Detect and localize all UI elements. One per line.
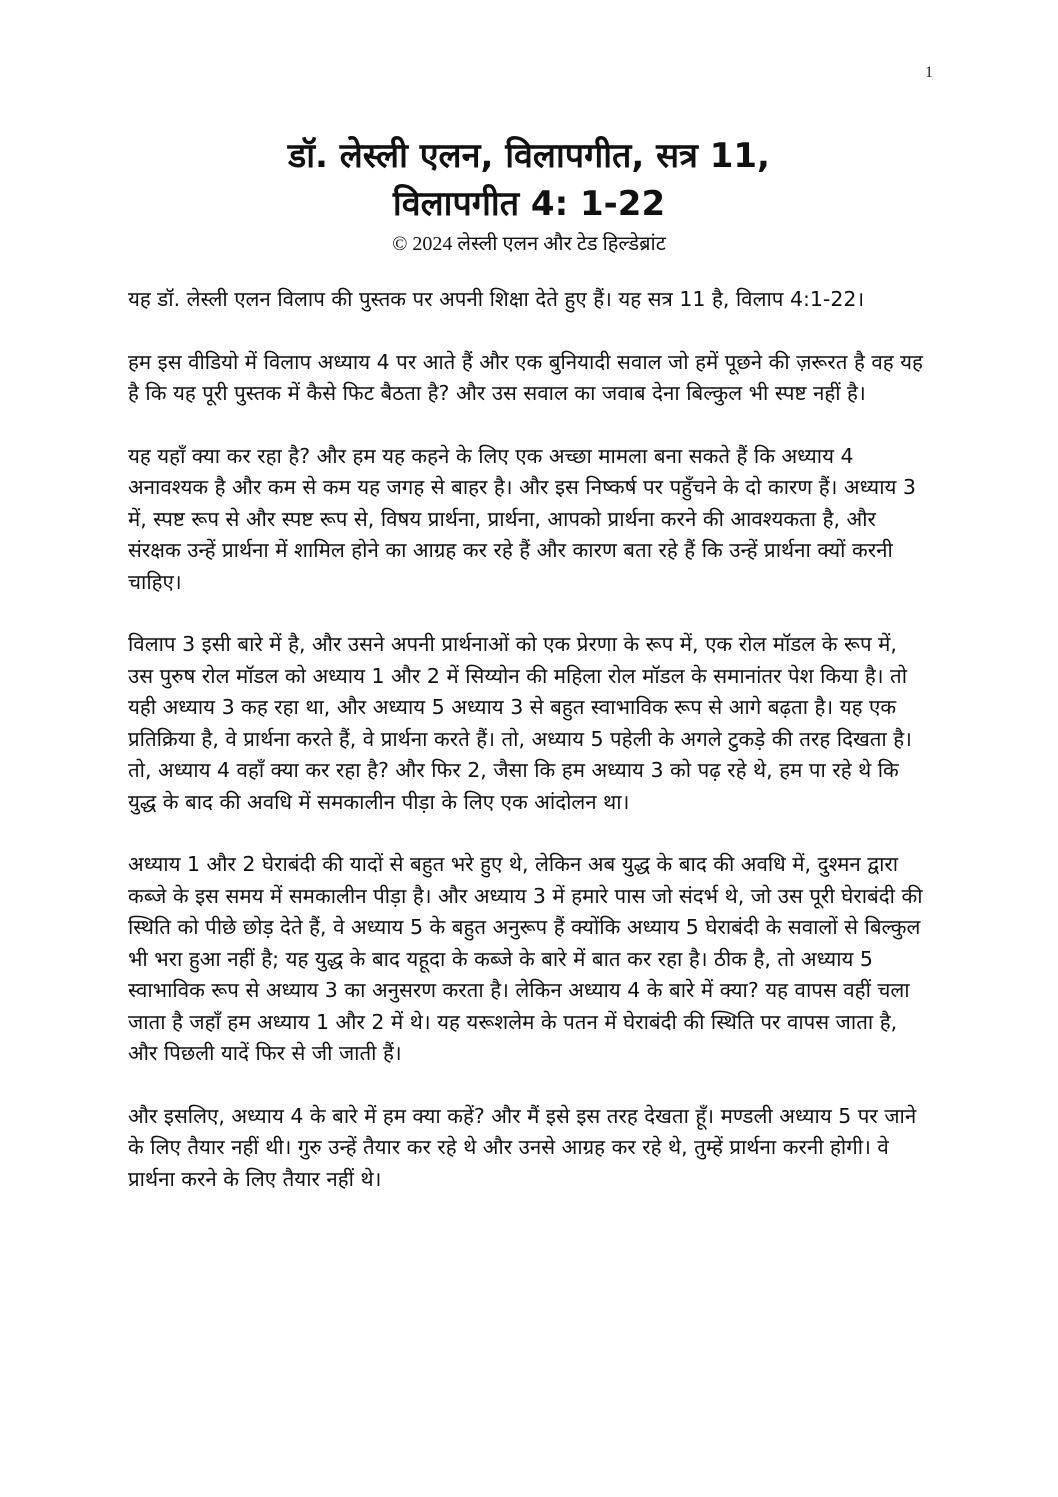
- paragraph-3: यह यहाँ क्या कर रहा है? और हम यह कहने के लिए एक अच्छा मामला बना सकते हैं कि अध्याय 4 अनावश्यक है और कम से कम यह जगह से बाहर है। और इस निष्कर्ष पर पहुँचने के दो कारण हैं। अध्याय 3 में, स्पष्ट रूप से और स्पष्ट रूप से, विषय प्रार्थना, प्रार्थना, आपको प्रार्थना करने की आवश्यकता है, और संरक्षक उन्हें प्रार्थना में शामिल होने का आग्रह कर रहे हैं और कारण बता रहे हैं कि उन्हें प्रार्थना क्यों करनी चाहिए।: [128, 443, 916, 594]
- document-title-line-2: विलापगीत 4: 1-22: [392, 184, 666, 224]
- paragraph-2: हम इस वीडियो में विलाप अध्याय 4 पर आते हैं और एक बुनियादी सवाल जो हमें पूछने की ज़रूरत है वह यह है कि यह पूरी पुस्तक में कैसे फिट बैठता है? और उस सवाल का जवाब देना बिल्कुल भी स्पष्ट नहीं है।: [128, 349, 923, 405]
- document-title-line-1: डॉ. लेस्ली एलन, विलापगीत, सत्र 11,: [288, 136, 770, 176]
- body-text: [128, 284, 928, 1226]
- paragraph-6: और इसलिए, अध्याय 4 के बारे में हम क्या कहें? और मैं इसे इस तरह देखता हूँ। मण्डली अध्याय 5 पर जाने के लिए तैयार नहीं थी। गुरु उन्हें तैयार कर रहे थे और उनसे आग्रह कर रहे थे, तुम्हें प्रार्थना करनी होगी। वे प्रार्थना करने के लिए तैयार नहीं थे।: [128, 1103, 917, 1191]
- paragraph-5: अध्याय 1 और 2 घेराबंदी की यादों से बहुत भरे हुए थे, लेकिन अब युद्ध के बाद की अवधि में, दुश्मन द्वारा कब्जे के इस समय में समकालीन पीड़ा है। और अध्याय 3 में हमारे पास जो संदर्भ थे, जो उस पूरी घेराबंदी की स्थिति को पीछे छोड़ देते हैं, वे अध्याय 5 के बहुत अनुरूप हैं क्योंकि अध्याय 5 घेराबंदी के सवालों से बिल्कुल भी भरा हुआ नहीं है; यह युद्ध के बाद यहूदा के कब्जे के बारे में बात कर रहा है। ठीक है, तो अध्याय 5 स्वाभाविक रूप से अध्याय 3 का अनुसरण करता है। लेकिन अध्याय 4 के बारे में क्या? यह वापस वहीं चला जाता है जहाँ हम अध्याय 1 और 2 में थे। यह यरूशलेम के पतन में घेराबंदी की स्थिति पर वापस जाता है, और पिछली यादें फिर से जी जाती हैं।: [128, 852, 923, 1065]
- title-block: [0, 132, 1058, 258]
- paragraph-4: विलाप 3 इसी बारे में है, और उसने अपनी प्रार्थनाओं को एक प्रेरणा के रूप में, एक रोल मॉडल के रूप में, उस पुरुष रोल मॉडल को अध्याय 1 और 2 में सिय्योन की महिला रोल मॉडल के समानांतर पेश किया है। तो यही अध्याय 3 कह रहा था, और अध्याय 5 अध्याय 3 से बहुत स्वाभाविक रूप से आगे बढ़ता है। यह एक प्रतिक्रिया है, वे प्रार्थना करते हैं, वे प्रार्थना करते हैं। तो, अध्याय 5 पहेली के अगले टुकड़े की तरह दिखता है। तो, अध्याय 4 वहाँ क्या कर रहा है? और फिर 2, जैसा कि हम अध्याय 3 को पढ़ रहे थे, हम पा रहे थे कि युद्ध के बाद की अवधि में समकालीन पीड़ा के लिए एक आंदोलन था।: [128, 632, 912, 814]
- page-number: 1: [925, 64, 933, 81]
- paragraph-1: यह डॉ. लेस्ली एलन विलाप की पुस्तक पर अपनी शिक्षा देते हुए हैं। यह सत्र 11 है, विलाप 4:1-22।: [128, 287, 865, 311]
- copyright-line: © 2024 लेस्ली एलन और टेड हिल्डेब्रांट: [392, 233, 666, 255]
